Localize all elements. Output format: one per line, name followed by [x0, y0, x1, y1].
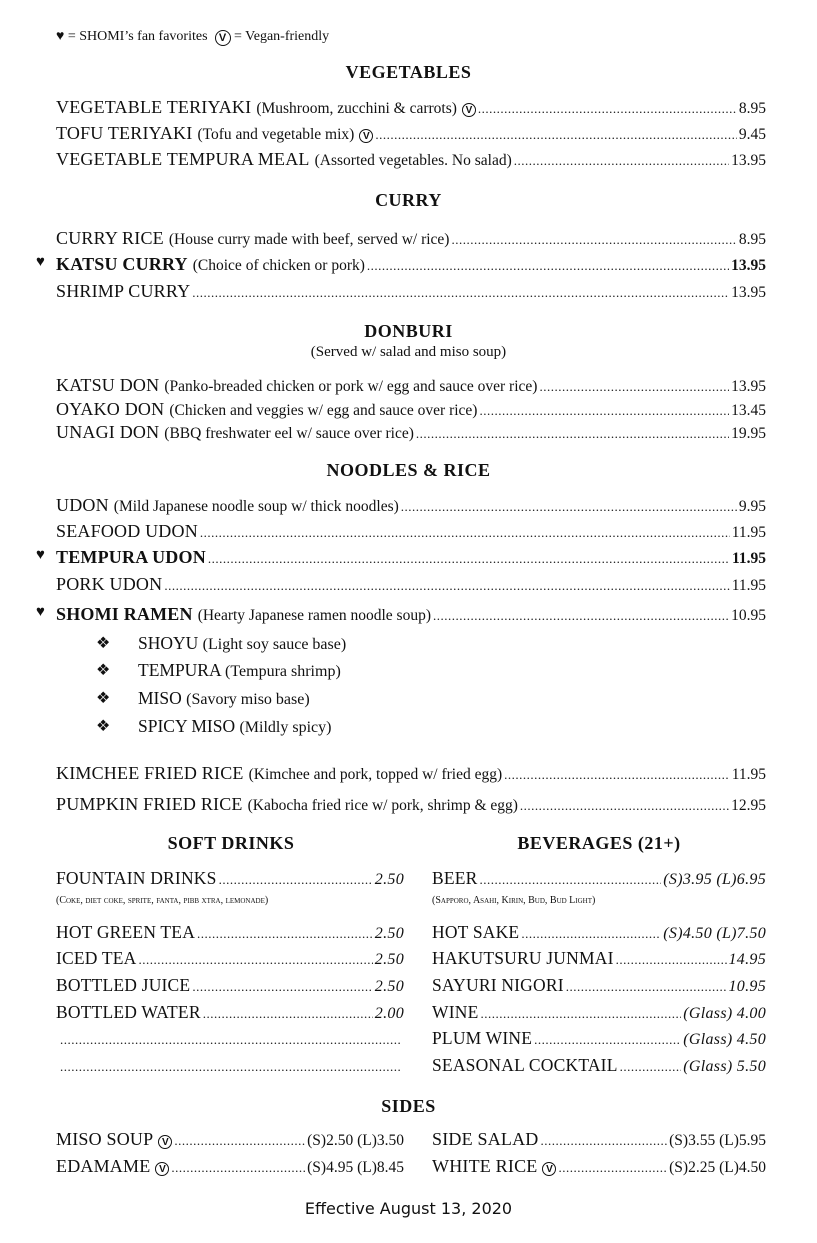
- menu-item: [56, 794, 766, 816]
- menu-item-favorite: [36, 547, 766, 569]
- item-desc: (Assorted vegetables. No salad): [314, 152, 512, 169]
- item-name: SEASONAL COCKTAIL: [432, 1055, 618, 1075]
- leader-dots: [200, 521, 730, 542]
- item-name: OYAKO DON: [56, 399, 165, 419]
- leader-dots: [208, 547, 730, 568]
- item-name: SIDE SALAD: [432, 1129, 539, 1149]
- leader-dots: [197, 922, 373, 943]
- menu-item: [56, 1156, 404, 1178]
- menu-item: [56, 123, 766, 145]
- empty-line: [58, 1028, 402, 1050]
- vegan-icon: V: [215, 30, 231, 46]
- item-price: 13.95: [731, 257, 766, 274]
- item-name: KATSU CURRY: [56, 254, 188, 274]
- item-price: 13.45: [731, 402, 766, 419]
- item-name: EDAMAME: [56, 1156, 151, 1176]
- ramen-option: [138, 716, 331, 737]
- item-name: UNAGI DON: [56, 422, 160, 442]
- option-name: MISO: [138, 688, 182, 708]
- section-heading-soft-drinks: SOFT DRINKS: [167, 833, 295, 853]
- leader-dots: [566, 975, 727, 996]
- section-heading-noodles: NOODLES & RICE: [326, 460, 491, 480]
- leader-dots: [451, 228, 736, 249]
- item-desc: (Choice of chicken or pork): [192, 257, 365, 274]
- item-price: (Glass) 4.50: [683, 1031, 766, 1048]
- menu-item: [56, 281, 766, 303]
- item-name: HAKUTSURU JUNMAI: [432, 948, 614, 968]
- section-heading-donburi: DONBURI: [364, 321, 453, 341]
- heart-icon: ♥: [36, 254, 45, 270]
- leader-dots: [375, 123, 737, 144]
- menu-item: [432, 868, 766, 890]
- leader-dots: [60, 1028, 400, 1049]
- leader-dots: [433, 604, 729, 625]
- effective-date: Effective August 13, 2020: [304, 1199, 513, 1218]
- option-name: TEMPURA: [138, 660, 221, 680]
- section-subtitle-donburi: (Served w/ salad and miso soup): [310, 344, 507, 360]
- section-heading-beverages: BEVERAGES (21+): [517, 833, 681, 853]
- item-name: SAYURI NIGORI: [432, 975, 564, 995]
- option-desc: (Light soy sauce base): [202, 636, 347, 653]
- section-heading-vegetables: VEGETABLES: [345, 62, 472, 82]
- leader-dots: [401, 495, 737, 516]
- bullet-icon: ❖: [96, 690, 111, 707]
- item-name: HOT GREEN TEA: [56, 922, 196, 942]
- item-price: 2.00: [374, 1005, 404, 1022]
- item-desc: (Kimchee and pork, topped w/ fried egg): [248, 766, 503, 783]
- legend-favorites-text: = SHOMI’s fan favorites: [67, 29, 208, 44]
- item-price: (S)4.95 (L)8.45: [307, 1159, 404, 1176]
- leader-dots: [192, 975, 372, 996]
- menu-item: [56, 521, 766, 543]
- menu-item-favorite: [36, 604, 766, 626]
- item-price: 2.50: [374, 925, 404, 942]
- heart-icon: ♥: [56, 29, 65, 44]
- menu-item-favorite: [36, 254, 766, 276]
- menu-item: [56, 399, 766, 421]
- item-name: VEGETABLE TEMPURA MEAL: [56, 149, 310, 169]
- menu-item: [56, 422, 766, 444]
- item-price: 8.95: [738, 100, 766, 117]
- leader-dots: [520, 794, 729, 815]
- menu-item: [56, 922, 404, 944]
- menu-item: [56, 574, 766, 596]
- leader-dots: [478, 97, 737, 118]
- item-name: TOFU TERIYAKI: [56, 123, 193, 143]
- item-price: (S)2.50 (L)3.50: [307, 1132, 404, 1149]
- item-name: SHOMI RAMEN: [56, 604, 193, 624]
- item-desc: (Hearty Japanese ramen noodle soup): [197, 607, 431, 624]
- item-price: (S)4.50 (L)7.50: [663, 925, 766, 942]
- menu-item: [56, 375, 766, 397]
- ramen-option: [138, 633, 346, 654]
- item-price: 14.95: [728, 951, 766, 968]
- menu-item: [432, 975, 766, 997]
- menu-item: [56, 948, 404, 970]
- leader-dots: [620, 1055, 682, 1076]
- vegan-icon: V: [462, 103, 476, 117]
- leader-dots: [480, 1002, 681, 1023]
- vegan-icon: V: [359, 129, 373, 143]
- menu-item: [56, 228, 766, 250]
- item-price: 11.95: [731, 577, 766, 594]
- item-price: 11.95: [731, 766, 766, 783]
- legend-vegan-text: = Vegan-friendly: [234, 29, 330, 44]
- leader-dots: [171, 1156, 305, 1177]
- item-name: CURRY RICE: [56, 228, 164, 248]
- item-price: 11.95: [731, 524, 766, 541]
- item-name: KATSU DON: [56, 375, 160, 395]
- leader-dots: [164, 574, 729, 595]
- heart-icon: ♥: [36, 547, 45, 563]
- menu-item: [432, 1055, 766, 1077]
- option-desc: (Mildly spicy): [239, 719, 332, 736]
- menu-item: [56, 1002, 404, 1024]
- empty-line: [58, 1055, 402, 1077]
- menu-item: [432, 922, 766, 944]
- item-price: 2.50: [374, 978, 404, 995]
- leader-dots: [534, 1028, 681, 1049]
- item-note: (Coke, diet coke, sprite, fanta, pibb xtra, lemonade): [56, 895, 269, 906]
- item-price: 13.95: [731, 378, 766, 395]
- item-name: KIMCHEE FRIED RICE: [56, 763, 244, 783]
- leader-dots: [174, 1129, 305, 1150]
- item-price: 11.95: [731, 550, 766, 567]
- vegan-icon: V: [542, 1162, 556, 1176]
- item-name: BOTTLED WATER: [56, 1002, 201, 1022]
- leader-dots: [219, 868, 373, 889]
- item-desc: (Panko-breaded chicken or pork w/ egg and sauce over rice): [164, 378, 538, 395]
- item-price: 10.95: [731, 607, 766, 624]
- menu-item: [56, 97, 766, 119]
- item-price: 10.95: [728, 978, 766, 995]
- leader-dots: [521, 922, 661, 943]
- menu-item: [432, 1156, 766, 1178]
- item-name: SEAFOOD UDON: [56, 521, 198, 541]
- section-heading-sides: SIDES: [381, 1096, 436, 1116]
- option-name: SHOYU: [138, 633, 199, 653]
- menu-item: [432, 1028, 766, 1050]
- item-price: (S)3.95 (L)6.95: [663, 871, 766, 888]
- item-price: 9.95: [738, 498, 766, 515]
- item-name: FOUNTAIN DRINKS: [56, 868, 217, 888]
- vegan-icon: V: [155, 1162, 169, 1176]
- item-name: TEMPURA UDON: [56, 547, 206, 567]
- menu-item: [56, 149, 766, 171]
- item-price: 2.50: [374, 951, 404, 968]
- menu-item: [56, 495, 766, 517]
- item-name: HOT SAKE: [432, 922, 520, 942]
- leader-dots: [203, 1002, 373, 1023]
- menu-item: [432, 948, 766, 970]
- item-name: BEER: [432, 868, 478, 888]
- item-price: (Glass) 4.00: [683, 1005, 766, 1022]
- menu-item: [56, 975, 404, 997]
- item-price: 8.95: [738, 231, 766, 248]
- ramen-option: [138, 660, 341, 681]
- option-desc: (Savory miso base): [186, 691, 310, 708]
- item-desc: (Kabocha fried rice w/ pork, shrimp & egg): [247, 797, 518, 814]
- section-heading-curry: CURRY: [375, 190, 442, 210]
- leader-dots: [558, 1156, 667, 1177]
- item-name: WHITE RICE: [432, 1156, 538, 1176]
- leader-dots: [504, 763, 730, 784]
- item-name: PUMPKIN FRIED RICE: [56, 794, 243, 814]
- item-name: SHRIMP CURRY: [56, 281, 191, 301]
- item-price: 13.95: [731, 284, 766, 301]
- leader-dots: [616, 948, 727, 969]
- leader-dots: [480, 868, 662, 889]
- item-desc: (Chicken and veggies w/ egg and sauce over rice): [169, 402, 478, 419]
- item-desc: (Mushroom, zucchini & carrots): [256, 100, 457, 117]
- item-name: ICED TEA: [56, 948, 137, 968]
- menu-item: [56, 868, 404, 890]
- option-desc: (Tempura shrimp): [225, 663, 341, 680]
- legend: [56, 29, 329, 46]
- item-name: WINE: [432, 1002, 479, 1022]
- leader-dots: [192, 281, 729, 302]
- leader-dots: [539, 375, 729, 396]
- item-price: (Glass) 5.50: [683, 1058, 766, 1075]
- item-price: (S)3.55 (L)5.95: [669, 1132, 766, 1149]
- menu-item: [56, 763, 766, 785]
- leader-dots: [514, 149, 729, 170]
- leader-dots: [416, 422, 729, 443]
- vegan-icon: V: [158, 1135, 172, 1149]
- item-name: MISO SOUP: [56, 1129, 154, 1149]
- menu-item: [432, 1002, 766, 1024]
- item-price: (S)2.25 (L)4.50: [669, 1159, 766, 1176]
- item-price: 12.95: [731, 797, 766, 814]
- item-price: 9.45: [738, 126, 766, 143]
- leader-dots: [367, 254, 729, 275]
- bullet-icon: ❖: [96, 662, 111, 679]
- menu-item: [56, 1129, 404, 1151]
- item-name: PLUM WINE: [432, 1028, 533, 1048]
- item-desc: (Mild Japanese noodle soup w/ thick noodles): [113, 498, 399, 515]
- bullet-icon: ❖: [96, 718, 111, 735]
- item-name: UDON: [56, 495, 109, 515]
- leader-dots: [479, 399, 729, 420]
- item-desc: (House curry made with beef, served w/ rice): [168, 231, 450, 248]
- leader-dots: [139, 948, 373, 969]
- bullet-icon: ❖: [96, 635, 111, 652]
- item-note: (Sapporo, Asahi, Kirin, Bud, Bud Light): [432, 895, 596, 906]
- item-desc: (Tofu and vegetable mix): [197, 126, 355, 143]
- item-price: 2.50: [374, 871, 404, 888]
- item-desc: (BBQ freshwater eel w/ sauce over rice): [164, 425, 414, 442]
- item-name: VEGETABLE TERIYAKI: [56, 97, 252, 117]
- menu-item: [432, 1129, 766, 1151]
- item-name: PORK UDON: [56, 574, 163, 594]
- item-name: BOTTLED JUICE: [56, 975, 191, 995]
- heart-icon: ♥: [36, 604, 45, 620]
- leader-dots: [60, 1055, 400, 1076]
- leader-dots: [541, 1129, 668, 1150]
- option-name: SPICY MISO: [138, 716, 236, 736]
- item-price: 19.95: [731, 425, 766, 442]
- item-price: 13.95: [731, 152, 766, 169]
- ramen-option: [138, 688, 310, 709]
